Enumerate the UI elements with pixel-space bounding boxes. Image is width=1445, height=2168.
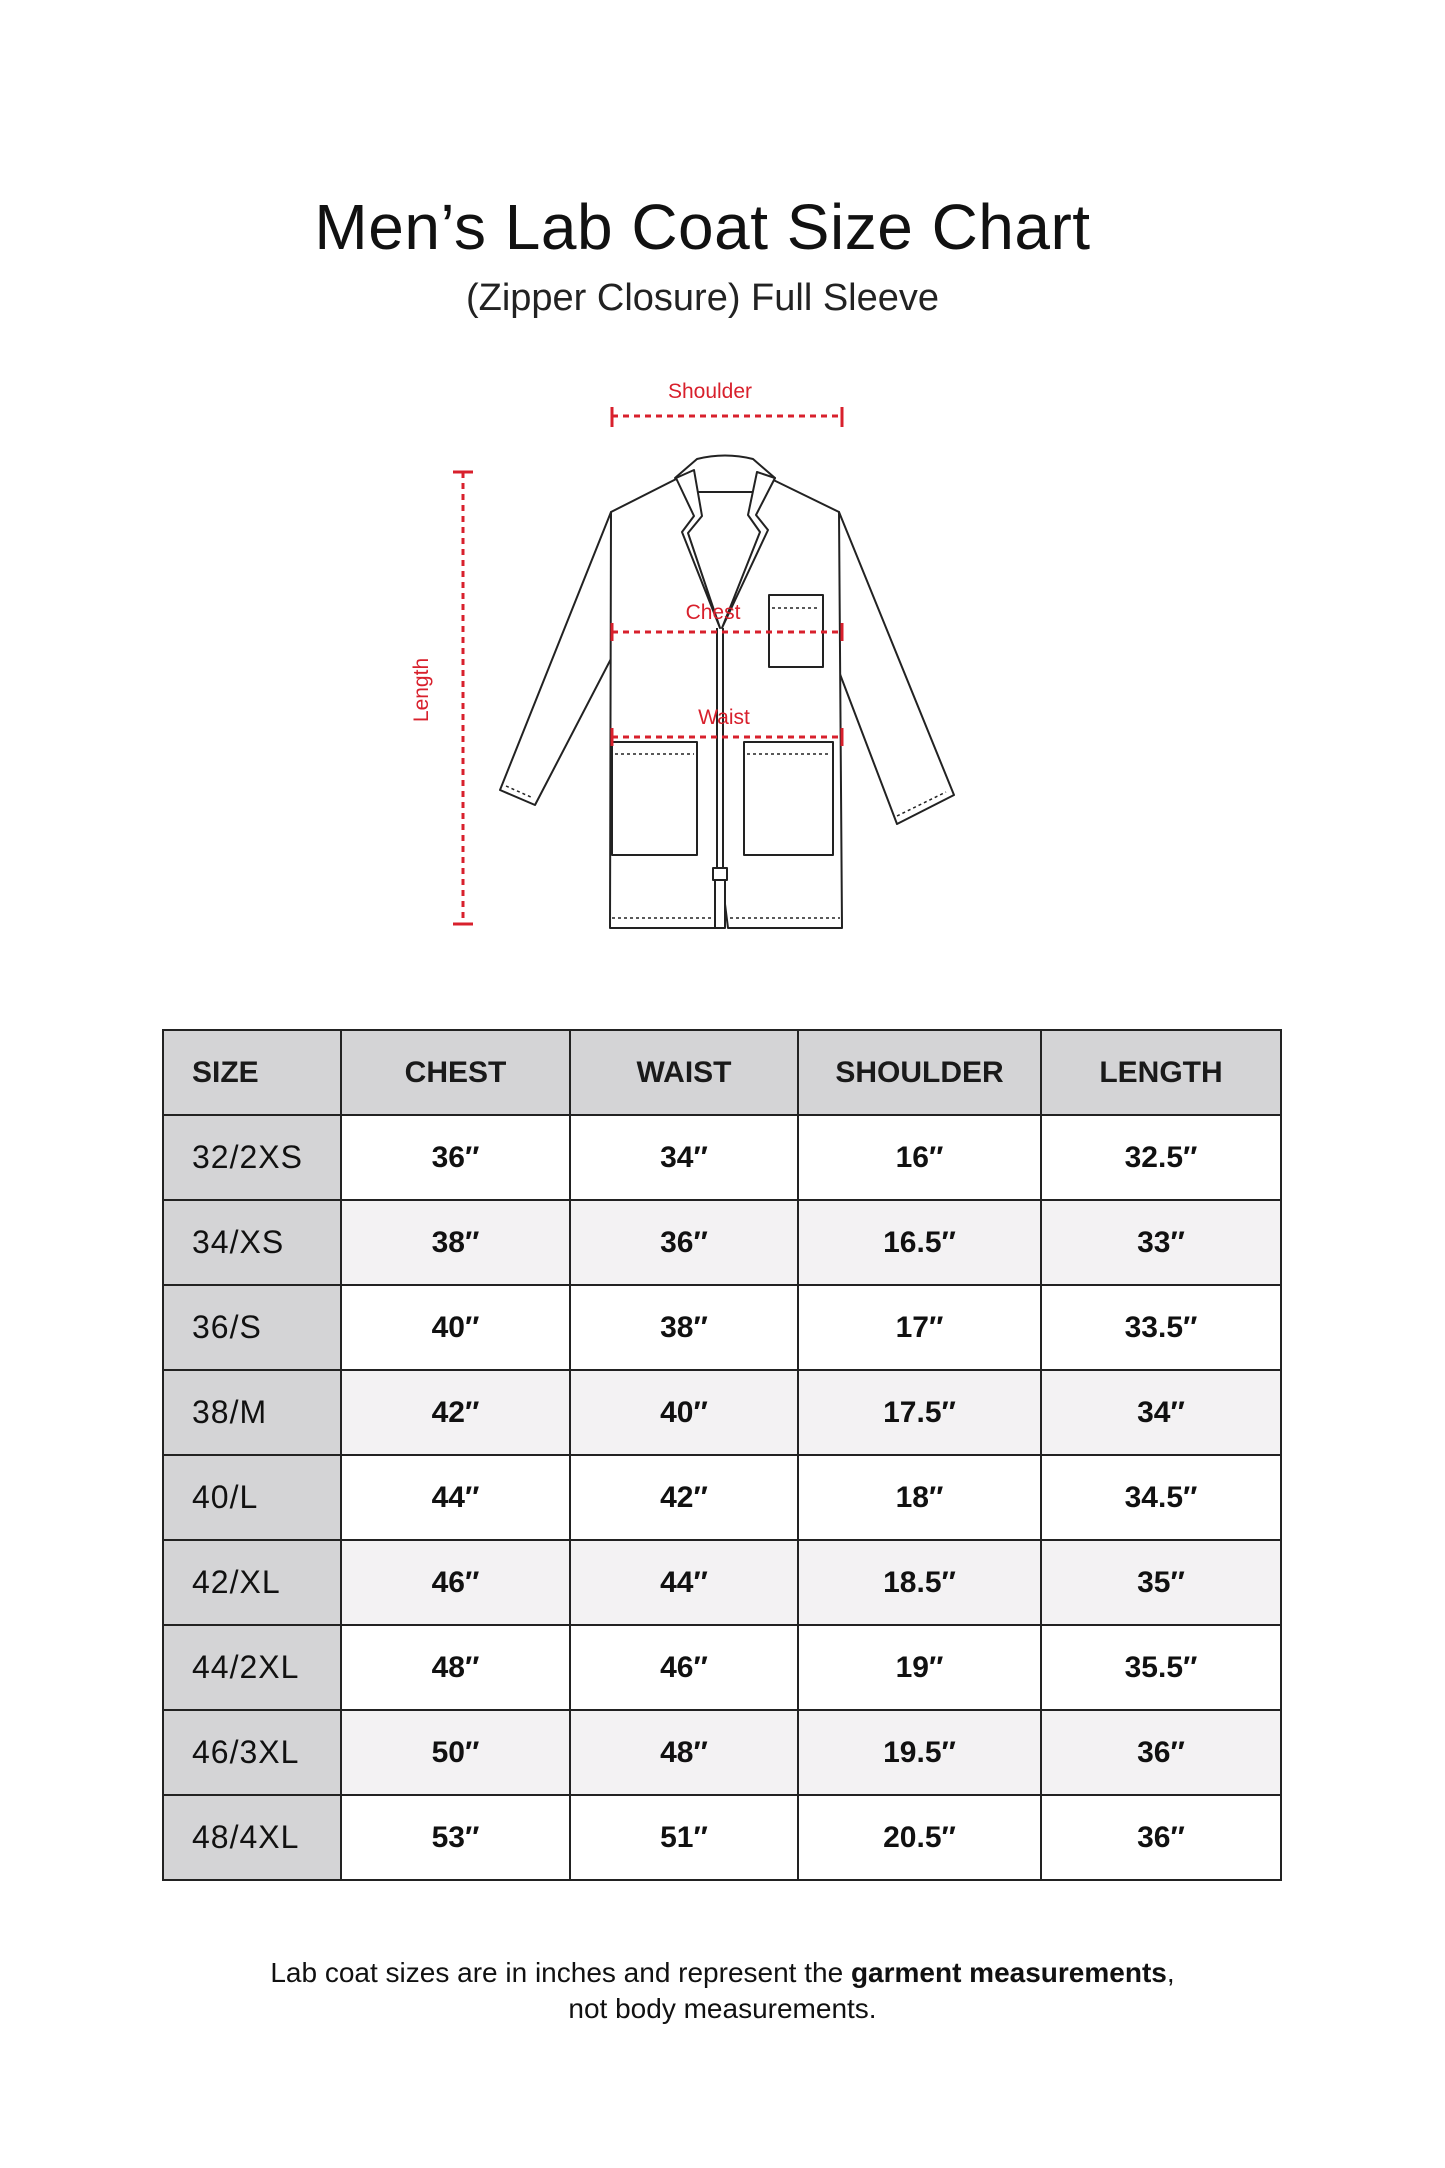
footnote-text-end: , xyxy=(1166,1957,1175,1988)
waist-cell: 38″ xyxy=(570,1285,798,1370)
size-cell: 46/3XL xyxy=(163,1710,341,1795)
table-row xyxy=(163,1285,1281,1370)
chest-cell: 50″ xyxy=(341,1710,570,1795)
length-cell: 34″ xyxy=(1041,1370,1281,1455)
size-cell: 36/S xyxy=(163,1285,341,1370)
shoulder-cell: 16″ xyxy=(798,1115,1041,1200)
footnote-line-2: not body measurements. xyxy=(568,1993,877,2024)
length-cell: 34.5″ xyxy=(1041,1455,1281,1540)
shoulder-label: Shoulder xyxy=(667,380,753,403)
page-subtitle: (Zipper Closure) Full Sleeve xyxy=(465,277,940,319)
size-cell: 44/2XL xyxy=(163,1625,341,1710)
table-row xyxy=(163,1540,1281,1625)
length-cell: 32.5″ xyxy=(1041,1115,1281,1200)
length-cell: 33″ xyxy=(1041,1200,1281,1285)
table-row xyxy=(163,1370,1281,1455)
header-shoulder: SHOULDER xyxy=(798,1030,1041,1115)
size-cell: 32/2XS xyxy=(163,1115,341,1200)
footnote-emphasis: garment measurements xyxy=(850,1957,1167,1988)
chest-label: Chest xyxy=(685,601,741,624)
size-cell: 34/XS xyxy=(163,1200,341,1285)
shoulder-cell: 17.5″ xyxy=(798,1370,1041,1455)
table-row xyxy=(163,1115,1281,1200)
shoulder-cell: 19.5″ xyxy=(798,1710,1041,1795)
chest-cell: 48″ xyxy=(341,1625,570,1710)
chest-cell: 36″ xyxy=(341,1115,570,1200)
footnote xyxy=(0,1955,1445,2027)
length-cell: 35″ xyxy=(1041,1540,1281,1625)
chest-cell: 40″ xyxy=(341,1285,570,1370)
shoulder-cell: 18.5″ xyxy=(798,1540,1041,1625)
table-row xyxy=(163,1795,1281,1880)
table-row xyxy=(163,1710,1281,1795)
length-cell: 35.5″ xyxy=(1041,1625,1281,1710)
waist-cell: 34″ xyxy=(570,1115,798,1200)
size-cell: 48/4XL xyxy=(163,1795,341,1880)
size-cell: 42/XL xyxy=(163,1540,341,1625)
length-cell: 36″ xyxy=(1041,1710,1281,1795)
table-row xyxy=(163,1200,1281,1285)
size-cell: 40/L xyxy=(163,1455,341,1540)
waist-cell: 36″ xyxy=(570,1200,798,1285)
chest-cell: 38″ xyxy=(341,1200,570,1285)
waist-cell: 40″ xyxy=(570,1370,798,1455)
chest-cell: 42″ xyxy=(341,1370,570,1455)
header-chest: CHEST xyxy=(341,1030,570,1115)
chest-cell: 46″ xyxy=(341,1540,570,1625)
waist-cell: 42″ xyxy=(570,1455,798,1540)
chest-cell: 44″ xyxy=(341,1455,570,1540)
waist-cell: 46″ xyxy=(570,1625,798,1710)
table-row xyxy=(163,1625,1281,1710)
header-waist: WAIST xyxy=(570,1030,798,1115)
chest-cell: 53″ xyxy=(341,1795,570,1880)
footnote-text-start: Lab coat sizes are in inches and represent the xyxy=(270,1957,851,1988)
length-cell: 33.5″ xyxy=(1041,1285,1281,1370)
waist-cell: 51″ xyxy=(570,1795,798,1880)
table-header-row xyxy=(163,1030,1281,1115)
header-length: LENGTH xyxy=(1041,1030,1281,1115)
waist-cell: 48″ xyxy=(570,1710,798,1795)
length-cell: 36″ xyxy=(1041,1795,1281,1880)
shoulder-cell: 17″ xyxy=(798,1285,1041,1370)
shoulder-cell: 19″ xyxy=(798,1625,1041,1710)
shoulder-cell: 16.5″ xyxy=(798,1200,1041,1285)
waist-cell: 44″ xyxy=(570,1540,798,1625)
table-row xyxy=(163,1455,1281,1540)
table-body xyxy=(163,1115,1281,1880)
lab-coat-illustration xyxy=(500,456,954,929)
page-title: Men’s Lab Coat Size Chart xyxy=(314,191,1091,263)
length-label: Length xyxy=(410,657,433,723)
shoulder-cell: 20.5″ xyxy=(798,1795,1041,1880)
waist-label: Waist xyxy=(698,706,750,729)
header-size: SIZE xyxy=(163,1030,341,1115)
lab-coat-diagram xyxy=(0,0,1445,980)
shoulder-cell: 18″ xyxy=(798,1455,1041,1540)
size-chart-table xyxy=(162,1029,1282,1881)
size-cell: 38/M xyxy=(163,1370,341,1455)
